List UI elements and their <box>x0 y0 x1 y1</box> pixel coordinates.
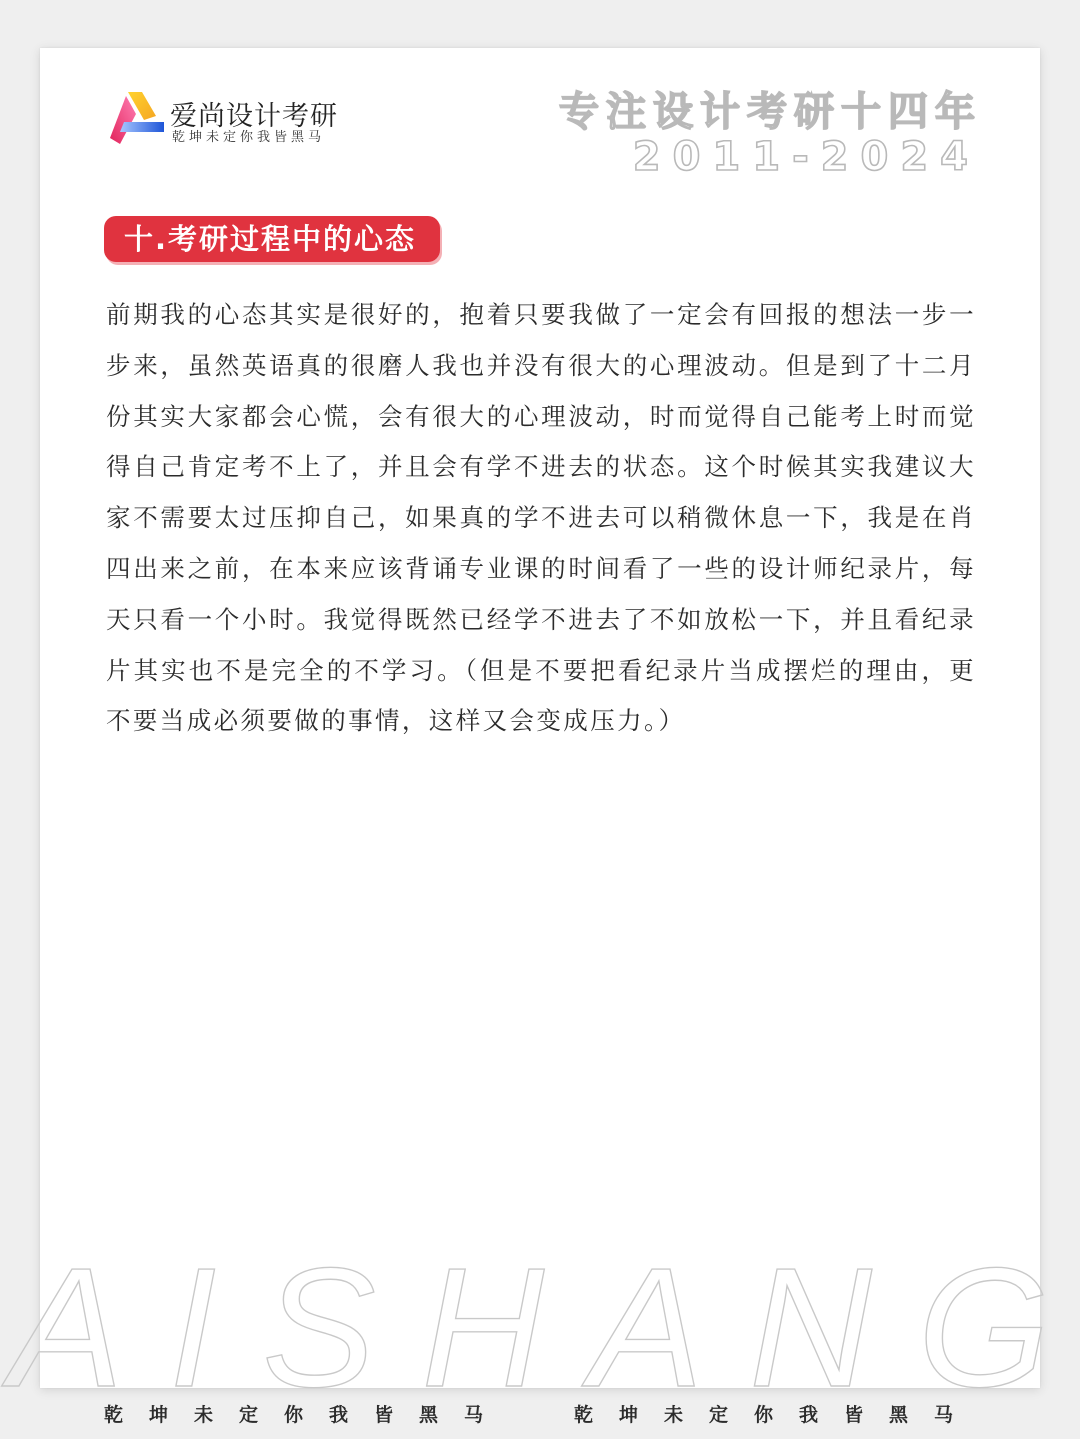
section-paragraph: 前期我的心态其实是很好的，抱着只要我做了一定会有回报的想法一步一步来，虽然英语真的很磨人我也并没有很大的心理波动。但是到了十二月份其实大家都会心慌，会有很大的心理波动，时而觉得自己能考上时而觉得自己肯定考不上了，并且会有学不进去的状态。这个时候其实我建议大家不需要太过压抑自己，如果真的学不进去可以稍微休息一下，我是在肖四出来之前，在本来应该背诵专业课的时间看了一些的设计师纪录片，每天只看一个小时。我觉得既然已经学不进去了不如放松一下，并且看纪录片其实也不是完全的不学习。（但是不要把看纪录片当成摆烂的理由，更不要当成必须要做的事情，这样又会变成压力。） <box>106 300 976 736</box>
brand-motto: 乾坤未定你我皆黑马 <box>172 130 326 145</box>
header-years: 2011-2024 <box>632 134 980 180</box>
footer <box>0 1400 1080 1428</box>
watermark-graphic <box>0 1236 1080 1400</box>
section-title-banner: 十.考研过程中的心态 <box>104 216 440 262</box>
watermark <box>0 1236 1080 1400</box>
brand-logo <box>106 86 366 152</box>
watermark-text: AISHANG <box>10 1236 1050 1400</box>
header-tagline: 专注设计考研十四年 <box>559 89 982 135</box>
footer-motto-right: 乾坤未定你我皆黑马 <box>574 1404 980 1426</box>
brand-name: 爱尚设计考研 <box>170 101 338 132</box>
brand-logo-mark-icon <box>106 86 170 150</box>
footer-motto-left: 乾坤未定你我皆黑马 <box>104 1404 510 1426</box>
